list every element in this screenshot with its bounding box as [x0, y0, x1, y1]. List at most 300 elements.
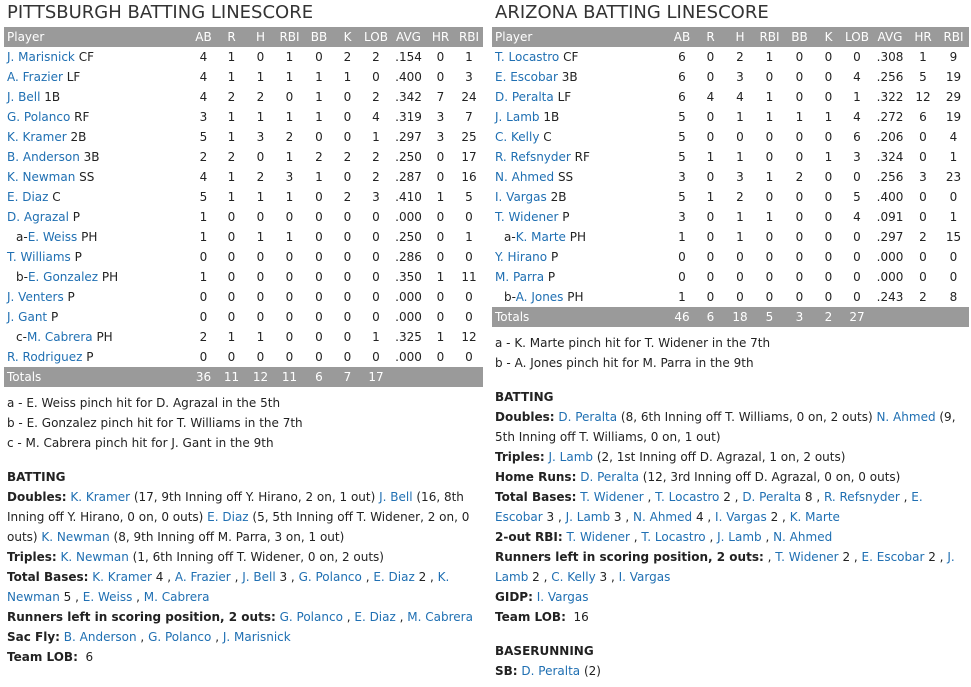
stat-cell: .286: [395, 250, 422, 264]
sac-fly-label: Sac Fly:: [7, 630, 60, 644]
stat-cell: 0: [824, 290, 833, 304]
player-position: RF: [574, 150, 590, 164]
stat-cell: 5: [199, 130, 208, 144]
player-cell: [492, 107, 668, 127]
stat-cell: 0: [824, 130, 833, 144]
player-position: C: [543, 130, 552, 144]
stat-cell: 1: [315, 70, 323, 84]
player-link[interactable]: T. Widener: [566, 530, 630, 544]
player-link[interactable]: J. Lamb: [717, 530, 762, 544]
stat-detail: 2 ,: [719, 490, 743, 504]
table-row: [492, 227, 969, 247]
stat-cell: 4: [736, 90, 744, 104]
player-position: LF: [557, 90, 572, 104]
player-link[interactable]: J. Lamb: [565, 510, 611, 524]
player-link[interactable]: K. Kramer: [7, 130, 67, 144]
stat-cell: 0: [343, 330, 352, 344]
player-link[interactable]: R. Refsnyder: [823, 490, 900, 504]
stat-cell: 0: [315, 50, 323, 64]
player-link[interactable]: J. Marisnick: [222, 630, 291, 644]
player-link[interactable]: G. Polanco: [298, 570, 362, 584]
stat-cell: 3: [919, 170, 927, 184]
player-link[interactable]: E. Escobar: [495, 70, 558, 84]
player-link[interactable]: B. Anderson: [7, 150, 80, 164]
stat-detail: (8, 9th Inning off M. Parra, 3 on, 1 out): [109, 530, 345, 544]
stat-cell: 0: [765, 70, 774, 84]
stat-cell: 2: [736, 50, 744, 64]
stat-cell: 0: [765, 290, 774, 304]
stat-cell: 0: [372, 70, 380, 84]
stat-cell: 2: [919, 230, 927, 244]
stat-cell: 0: [315, 310, 323, 324]
stat-cell: 4: [706, 90, 715, 104]
stat-cell: 0: [706, 170, 715, 184]
stat-cell: 0: [227, 270, 236, 284]
player-position: P: [72, 210, 81, 224]
totals-cell: 6: [304, 367, 334, 387]
stat-cell: 1: [199, 270, 208, 284]
player-link[interactable]: N. Ahmed: [773, 530, 833, 544]
column-header-3: H: [725, 27, 755, 47]
player-link[interactable]: E. Diaz: [7, 190, 49, 204]
player-link[interactable]: Y. Hirano: [495, 250, 548, 264]
column-header-7: LOB: [361, 27, 391, 47]
rbi-2out-label: 2-out RBI:: [495, 530, 563, 544]
player-link[interactable]: G. Polanco: [148, 630, 212, 644]
stat-detail: 2 ,: [528, 570, 552, 584]
stat-cell: 0: [765, 250, 774, 264]
player-cell: [4, 327, 190, 347]
table-row: [492, 207, 969, 227]
stat-cell: 5: [678, 110, 686, 124]
player-position: PH: [567, 290, 584, 304]
player-link[interactable]: E. Gonzalez: [27, 270, 99, 284]
stat-cell: 0: [343, 210, 352, 224]
stat-cell: 2: [372, 90, 380, 104]
stat-cell: 0: [436, 350, 445, 364]
totals-cell: 36: [190, 367, 217, 387]
totals-cell: 11: [275, 367, 304, 387]
stat-cell: 1: [824, 110, 833, 124]
stat-cell: 0: [343, 270, 352, 284]
stat-cell: 0: [436, 50, 445, 64]
player-link[interactable]: N. Ahmed: [876, 410, 936, 424]
player-cell: [4, 307, 190, 327]
arizona-panel: [492, 0, 969, 681]
player-cell: [4, 147, 190, 167]
arizona-title: ARIZONA BATTING LINESCORE: [495, 2, 769, 23]
player-position: P: [74, 250, 82, 264]
stat-cell: 1: [736, 210, 744, 224]
stat-cell: .250: [395, 150, 422, 164]
stat-cell: 0: [465, 290, 473, 304]
stat-cell: 2: [256, 90, 265, 104]
stat-cell: 1: [465, 230, 473, 244]
stat-cell: 0: [227, 350, 236, 364]
stat-cell: .400: [876, 190, 904, 204]
player-position: C: [52, 190, 61, 204]
stat-cell: 1: [285, 110, 294, 124]
player-link[interactable]: J. Bell: [379, 490, 413, 504]
player-cell: [4, 187, 190, 207]
totals-cell: 11: [217, 367, 246, 387]
stat-cell: 12: [461, 330, 477, 344]
stat-cell: 2: [372, 170, 380, 184]
player-link[interactable]: I. Vargas: [715, 510, 767, 524]
stat-cell: .000: [395, 350, 422, 364]
stat-detail: ,: [132, 590, 144, 604]
player-link[interactable]: C. Kelly: [495, 130, 540, 144]
player-link[interactable]: K. Newman: [7, 170, 76, 184]
player-position: 3B: [83, 150, 100, 164]
stat-cell: .287: [395, 170, 422, 184]
player-link[interactable]: K. Newman: [41, 530, 110, 544]
stat-cell: .000: [395, 290, 422, 304]
player-position: P: [67, 290, 75, 304]
risp-line: [495, 547, 969, 587]
player-link[interactable]: M. Parra: [495, 270, 545, 284]
stat-cell: 0: [285, 290, 294, 304]
stat-cell: 0: [706, 210, 715, 224]
player-link[interactable]: E. Weiss: [82, 590, 133, 604]
totals-cell: [872, 307, 908, 327]
stat-cell: 1: [256, 110, 265, 124]
total-bases-line: [495, 487, 969, 527]
stat-cell: .206: [876, 130, 904, 144]
player-link[interactable]: D. Peralta: [521, 664, 581, 678]
stat-cell: .000: [876, 250, 904, 264]
player-link[interactable]: B. Anderson: [63, 630, 137, 644]
player-link[interactable]: K. Kramer: [92, 570, 152, 584]
stat-cell: 0: [824, 90, 833, 104]
table-header-row: [492, 27, 969, 47]
player-link[interactable]: I. Vargas: [618, 570, 671, 584]
sub-prefix: c-: [16, 330, 27, 344]
column-header-9: HR: [426, 27, 455, 47]
stat-cell: 1: [285, 50, 294, 64]
player-link[interactable]: J. Lamb: [495, 550, 955, 584]
player-link[interactable]: D. Agrazal: [7, 210, 69, 224]
stat-cell: .322: [876, 90, 904, 104]
player-cell: [4, 347, 190, 367]
stat-cell: 0: [256, 210, 265, 224]
sub-prefix: a-: [504, 230, 516, 244]
stat-cell: 2: [343, 190, 352, 204]
player-link[interactable]: C. Kelly: [551, 570, 596, 584]
player-link[interactable]: D. Peralta: [558, 410, 618, 424]
stat-cell: 4: [199, 50, 208, 64]
player-link[interactable]: M. Cabrera: [26, 330, 93, 344]
player-link[interactable]: E. Diaz: [207, 510, 249, 524]
stat-cell: 1: [736, 150, 744, 164]
player-link[interactable]: J. Lamb: [548, 450, 594, 464]
totals-cell: 2: [815, 307, 842, 327]
stat-cell: 0: [706, 230, 715, 244]
stat-cell: 4: [853, 210, 861, 224]
stat-cell: 2: [343, 150, 352, 164]
stat-cell: 11: [461, 270, 477, 284]
stat-cell: 0: [436, 210, 445, 224]
table-row: [492, 147, 969, 167]
table-row: [492, 167, 969, 187]
player-link[interactable]: A. Jones: [515, 290, 564, 304]
stat-cell: 6: [678, 50, 686, 64]
stat-cell: 3: [256, 130, 265, 144]
stat-cell: 0: [372, 270, 380, 284]
stat-cell: 1: [949, 150, 958, 164]
stat-cell: 0: [795, 50, 804, 64]
stat-cell: 2: [795, 170, 804, 184]
player-link[interactable]: D. Peralta: [580, 470, 639, 484]
stat-cell: 0: [256, 270, 265, 284]
column-header-10: RBI: [455, 27, 483, 47]
player-link[interactable]: K. Kramer: [70, 490, 131, 504]
stat-cell: 4: [372, 110, 380, 124]
player-cell: [492, 287, 668, 307]
player-position: 2B: [550, 190, 567, 204]
player-link[interactable]: E. Escobar: [495, 490, 923, 524]
stat-cell: 0: [795, 210, 804, 224]
stat-cell: 0: [315, 350, 323, 364]
player-cell: [492, 187, 668, 207]
player-link[interactable]: D. Peralta: [495, 90, 554, 104]
player-link[interactable]: K. Newman: [7, 570, 450, 604]
stat-cell: 5: [919, 70, 927, 84]
stat-cell: 4: [199, 90, 208, 104]
player-cell: [492, 87, 668, 107]
player-link[interactable]: J. Lamb: [495, 110, 540, 124]
player-link[interactable]: M. Cabrera: [143, 590, 210, 604]
stat-cell: 1: [436, 330, 445, 344]
stat-cell: 1: [227, 70, 236, 84]
table-row: [4, 127, 483, 147]
stat-detail: 2 ,: [924, 550, 948, 564]
stat-detail: (12, 3rd Inning off D. Agrazal, 0 on, 0 outs): [638, 470, 901, 484]
stat-detail: 3 ,: [275, 570, 299, 584]
stat-cell: 0: [436, 70, 445, 84]
player-link[interactable]: A. Frazier: [174, 570, 231, 584]
player-cell: [4, 227, 190, 247]
stat-cell: 0: [436, 310, 445, 324]
stat-detail: ,: [361, 570, 374, 584]
doubles-line: [7, 487, 483, 547]
totals-cell: 27: [842, 307, 872, 327]
player-link[interactable]: G. Polanco: [279, 610, 343, 624]
doubles-label: Doubles:: [495, 410, 555, 424]
player-link[interactable]: T. Widener: [775, 550, 839, 564]
stat-cell: 0: [199, 290, 208, 304]
stat-cell: 0: [824, 170, 833, 184]
player-link[interactable]: R. Refsnyder: [495, 150, 571, 164]
stat-cell: 2: [372, 150, 380, 164]
stat-cell: 0: [795, 230, 804, 244]
stat-detail: (17, 9th Inning off Y. Hirano, 2 on, 1 out): [130, 490, 380, 504]
table-row: [4, 87, 483, 107]
stat-cell: 2: [343, 50, 352, 64]
player-link[interactable]: T. Locastro: [641, 530, 706, 544]
player-cell: [492, 267, 668, 287]
player-cell: [4, 87, 190, 107]
player-position: SS: [79, 170, 95, 184]
stat-cell: 2: [372, 50, 380, 64]
stat-cell: 0: [256, 150, 265, 164]
stat-cell: 0: [436, 290, 445, 304]
player-link[interactable]: T. Widener: [580, 490, 644, 504]
player-cell: [492, 67, 668, 87]
player-link[interactable]: K. Newman: [60, 550, 129, 564]
triples-label: Triples:: [495, 450, 545, 464]
stat-detail: ,: [899, 490, 912, 504]
stat-cell: 0: [285, 310, 294, 324]
player-link[interactable]: M. Cabrera: [407, 610, 473, 624]
player-link[interactable]: T. Locastro: [655, 490, 720, 504]
player-position: 1B: [543, 110, 560, 124]
stat-cell: 0: [372, 230, 380, 244]
arizona-baserunning-section: [492, 641, 969, 681]
table-row: [492, 47, 969, 67]
column-header-1: AB: [668, 27, 696, 47]
stat-cell: 3: [736, 70, 744, 84]
player-link[interactable]: D. Peralta: [742, 490, 802, 504]
stat-cell: .400: [395, 70, 422, 84]
stat-cell: .256: [876, 170, 904, 184]
stat-cell: 0: [706, 50, 715, 64]
table-row: [4, 187, 483, 207]
player-link[interactable]: N. Ahmed: [495, 170, 555, 184]
player-cell: [4, 167, 190, 187]
stat-detail: 4 ,: [692, 510, 716, 524]
stat-cell: 1: [765, 50, 774, 64]
player-link[interactable]: T. Williams: [7, 250, 71, 264]
player-position: PH: [101, 270, 119, 284]
stat-cell: 0: [919, 130, 927, 144]
stat-cell: 0: [285, 350, 294, 364]
stat-cell: 1: [765, 210, 774, 224]
stat-cell: 0: [343, 110, 352, 124]
stat-cell: .297: [395, 130, 422, 144]
stat-cell: 3: [199, 110, 208, 124]
stat-cell: 0: [824, 250, 833, 264]
stat-cell: 25: [461, 130, 477, 144]
totals-cell: [908, 307, 938, 327]
stat-cell: 1: [824, 150, 833, 164]
player-position: 1B: [44, 90, 61, 104]
pittsburgh-linescore-table: [4, 27, 483, 387]
team-lob-label: Team LOB:: [7, 650, 78, 664]
stat-cell: 0: [372, 310, 380, 324]
stat-cell: 0: [765, 230, 774, 244]
stat-cell: 0: [736, 270, 744, 284]
player-link[interactable]: J. Marisnick: [7, 50, 75, 64]
stat-cell: 2: [736, 190, 744, 204]
player-link[interactable]: E. Weiss: [27, 230, 78, 244]
player-position: LF: [66, 70, 81, 84]
stat-cell: 0: [824, 210, 833, 224]
player-link[interactable]: T. Locastro: [495, 50, 560, 64]
player-link[interactable]: E. Diaz: [354, 610, 396, 624]
stat-cell: 0: [227, 210, 236, 224]
stat-cell: 7: [465, 110, 473, 124]
stat-cell: 6: [678, 90, 686, 104]
stat-cell: 0: [343, 170, 352, 184]
stat-cell: 0: [227, 230, 236, 244]
baserunning-title: BASERUNNING: [495, 644, 594, 658]
stat-cell: 3: [436, 110, 445, 124]
stat-cell: 0: [795, 70, 804, 84]
total-bases-line: [7, 567, 483, 607]
stat-cell: 0: [795, 90, 804, 104]
stat-cell: 3: [465, 70, 473, 84]
totals-cell: 46: [668, 307, 696, 327]
stat-cell: 0: [436, 250, 445, 264]
player-cell: [492, 207, 668, 227]
stat-cell: 12: [915, 90, 931, 104]
stat-cell: 3: [285, 170, 294, 184]
stat-cell: 1: [919, 50, 927, 64]
player-link[interactable]: R. Rodriguez: [7, 350, 83, 364]
player-link[interactable]: J. Bell: [242, 570, 276, 584]
stat-cell: 0: [949, 190, 958, 204]
stat-cell: 19: [945, 110, 962, 124]
player-link[interactable]: T. Widener: [495, 210, 559, 224]
player-link[interactable]: J. Gant: [7, 310, 48, 324]
stat-detail: ,: [643, 490, 656, 504]
player-link[interactable]: J. Bell: [7, 90, 41, 104]
team-lob-label: Team LOB:: [495, 610, 566, 624]
table-row: [492, 87, 969, 107]
stat-detail: 2 ,: [838, 550, 862, 564]
player-link[interactable]: I. Vargas: [536, 590, 589, 604]
player-link[interactable]: I. Vargas: [495, 190, 547, 204]
stat-detail: ,: [136, 630, 149, 644]
player-position: PH: [96, 330, 113, 344]
batting-title: BATTING: [7, 470, 66, 484]
player-cell: [492, 247, 668, 267]
stat-cell: 0: [706, 250, 715, 264]
player-link[interactable]: J. Venters: [7, 290, 64, 304]
player-cell: [4, 67, 190, 87]
stat-cell: 0: [765, 150, 774, 164]
stat-cell: 3: [372, 190, 380, 204]
stat-cell: 5: [678, 130, 686, 144]
stat-cell: 0: [227, 250, 236, 264]
table-row: [4, 327, 483, 347]
totals-cell: 18: [725, 307, 755, 327]
total-bases-label: Total Bases:: [495, 490, 577, 504]
stat-cell: 0: [795, 270, 804, 284]
table-row: [4, 167, 483, 187]
stat-cell: 2: [199, 150, 208, 164]
player-link[interactable]: A. Frazier: [7, 70, 63, 84]
player-link[interactable]: G. Polanco: [7, 110, 71, 124]
table-row: [4, 227, 483, 247]
player-link[interactable]: K. Marte: [515, 230, 566, 244]
stat-detail: ,: [342, 610, 355, 624]
column-header-2: R: [696, 27, 725, 47]
player-link[interactable]: E. Escobar: [861, 550, 925, 564]
stat-cell: 0: [315, 250, 323, 264]
footnote: a - E. Weiss pinch hit for D. Agrazal in the 5th: [7, 396, 281, 410]
table-row: [492, 67, 969, 87]
stat-cell: 0: [465, 310, 473, 324]
player-link[interactable]: N. Ahmed: [633, 510, 693, 524]
stat-cell: 0: [919, 150, 927, 164]
player-link[interactable]: K. Marte: [789, 510, 840, 524]
stat-detail: 3 ,: [595, 570, 619, 584]
stat-cell: 0: [678, 250, 686, 264]
stat-cell: 5: [465, 190, 473, 204]
player-link[interactable]: E. Diaz: [373, 570, 415, 584]
